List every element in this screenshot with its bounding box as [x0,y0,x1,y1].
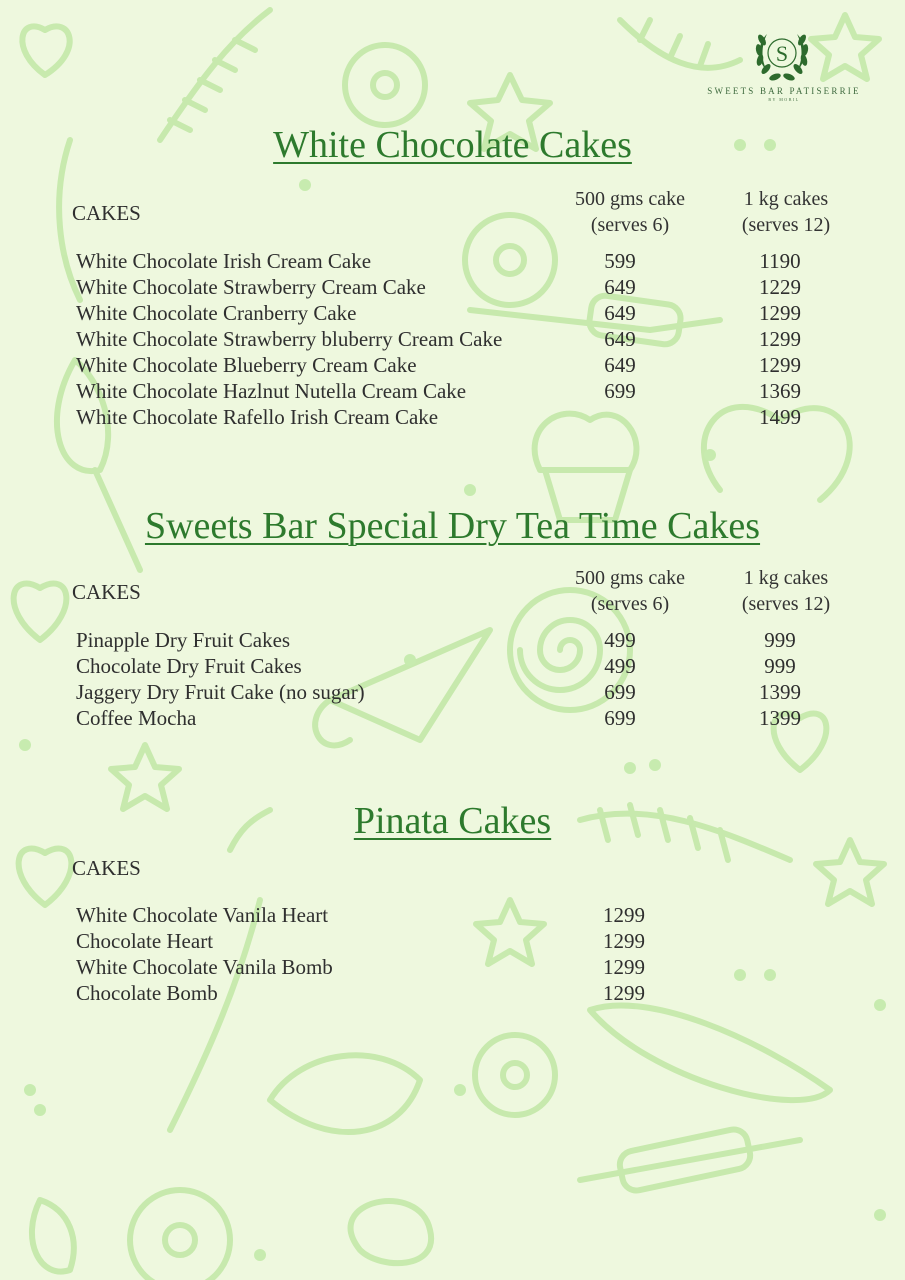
menu-item-row [0,274,905,300]
item-name: White Chocolate Vanila Heart [76,903,329,927]
price-500g: 649 [604,301,636,325]
price-1kg: 999 [764,654,796,678]
item-name: Pinapple Dry Fruit Cakes [76,628,291,652]
section-title-white-chocolate-cakes: White Chocolate Cakes [273,124,632,166]
menu-item-row [0,928,905,954]
cakes-column-label: CAKES [72,201,141,225]
menu-item-row [0,902,905,928]
menu-item-row [0,326,905,352]
menu-item-row [0,980,905,1006]
half-kg-price-header: 500 gms cake (serves 6) [575,567,685,615]
item-name: Chocolate Bomb [76,981,218,1005]
price-1kg: 1369 [759,379,801,403]
svg-text:S: S [775,41,789,66]
brand-name: SWEETS BAR PATISERRIE [707,86,861,96]
menu-item-row [0,352,905,378]
menu-item-row [0,404,905,430]
heart-doodle [22,26,69,75]
baguette-doodle [590,1005,830,1100]
price-500g: 649 [604,275,636,299]
price-1kg: 1399 [759,680,801,704]
star-doodle [111,745,179,809]
menu-item-row [0,653,905,679]
item-name: White Chocolate Hazlnut Nutella Cream Cake [76,379,467,403]
menu-item-row [0,378,905,404]
item-name: White Chocolate Irish Cream Cake [76,249,372,273]
menu-item-row [0,705,905,731]
menu-item-row [0,627,905,653]
price-500g: 599 [604,249,636,273]
section-title-pinata-cakes: Pinata Cakes [353,800,552,842]
brand-logo [694,26,874,106]
item-name: White Chocolate Vanila Bomb [76,955,333,979]
price-1kg: 1229 [759,275,801,299]
brand-subtitle: BY MOBIL [768,97,800,102]
price-1kg: 1399 [759,706,801,730]
item-name: Chocolate Heart [76,929,214,953]
flower-cookie-doodle [345,45,425,125]
price-500g: 699 [604,379,636,403]
item-name: White Chocolate Strawberry Cream Cake [76,275,426,299]
one-kg-price-header: 1 kg cakes (serves 12) [741,567,831,615]
price: 1299 [603,903,645,927]
heart-doodle [19,849,72,905]
price-1kg: 1299 [759,353,801,377]
item-name: Coffee Mocha [76,706,197,730]
price-1kg: 999 [764,628,796,652]
item-name: White Chocolate Cranberry Cake [76,301,357,325]
price-500g: 649 [604,353,636,377]
price-1kg: 1299 [759,301,801,325]
price-1kg: 1499 [759,405,801,429]
price-500g: 499 [604,654,636,678]
cakes-column-label: CAKES [72,856,141,880]
item-name: Jaggery Dry Fruit Cake (no sugar) [76,680,365,704]
half-kg-price-header: 500 gms cake (serves 6) [575,188,685,236]
leaf-wreath-s-monogram-icon [751,26,813,84]
price: 1299 [603,929,645,953]
cakes-column-label: CAKES [72,580,141,604]
menu-item-row [0,954,905,980]
price: 1299 [603,955,645,979]
menu-item-row [0,679,905,705]
price-500g: 699 [604,706,636,730]
item-name: Chocolate Dry Fruit Cakes [76,654,302,678]
section-title-dry-tea-time-cakes: Sweets Bar Special Dry Tea Time Cakes [144,505,761,547]
item-name: White Chocolate Strawberry bluberry Cream Cake [76,327,503,351]
item-name: White Chocolate Rafello Irish Cream Cake [76,405,439,429]
menu-item-row [0,248,905,274]
price-500g: 499 [604,628,636,652]
price-500g: 649 [604,327,636,351]
item-name: White Chocolate Blueberry Cream Cake [76,353,417,377]
price-500g: 699 [604,680,636,704]
one-kg-price-header: 1 kg cakes (serves 12) [741,188,831,236]
price-1kg: 1299 [759,327,801,351]
croissant-doodle [270,1055,420,1132]
star-doodle [816,840,884,904]
price-1kg: 1190 [759,249,801,273]
price: 1299 [603,981,645,1005]
menu-item-row [0,300,905,326]
